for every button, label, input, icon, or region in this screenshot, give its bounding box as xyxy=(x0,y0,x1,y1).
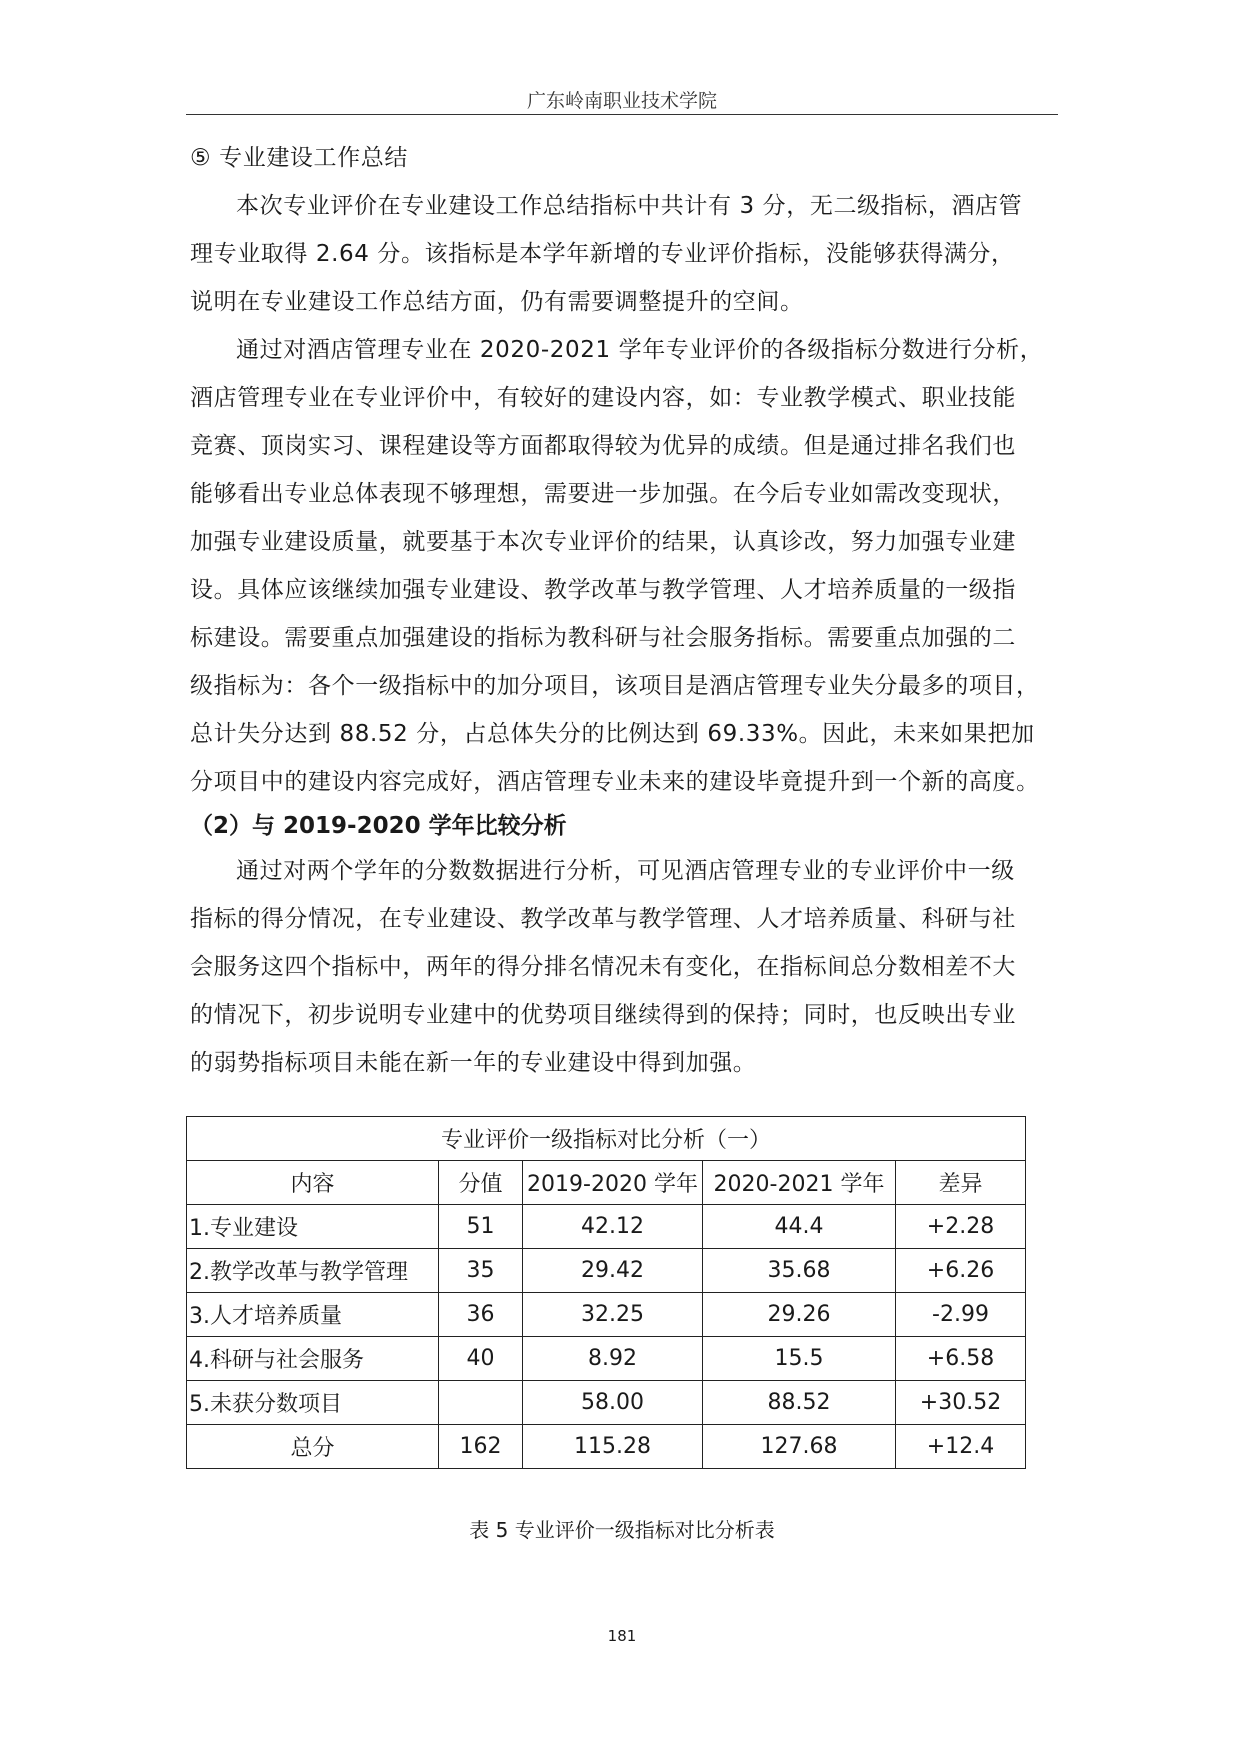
table-cell: 115.28 xyxy=(523,1425,703,1469)
paragraph-line: 的弱势指标项目未能在新一年的专业建设中得到加强。 xyxy=(190,1050,757,1076)
paragraph-line: 通过对酒店管理专业在 2020-2021 学年专业评价的各级指标分数进行分析， xyxy=(236,337,1044,363)
paragraph-line: 理专业取得 2.64 分。该指标是本学年新增的专业评价指标，没能够获得满分， xyxy=(190,241,1015,267)
table-cell: -2.99 xyxy=(896,1293,1026,1337)
comparison-table xyxy=(186,1116,1026,1469)
document-body xyxy=(190,134,1056,1087)
table-cell: +6.58 xyxy=(896,1337,1026,1381)
page-number: 181 xyxy=(607,1627,637,1645)
paragraph-line: 加强专业建设质量，就要基于本次专业评价的结果，认真诊改，努力加强专业建 xyxy=(190,529,1016,555)
paragraph-line: 分项目中的建设内容完成好，酒店管理专业未来的建设毕竟提升到一个新的高度。 xyxy=(190,769,1040,795)
table-row xyxy=(187,1337,1026,1381)
table-cell: 35.68 xyxy=(703,1249,896,1293)
paragraph-line: 酒店管理专业在专业评价中，有较好的建设内容，如：专业教学模式、职业技能 xyxy=(190,385,1016,411)
paragraph-line: 本次专业评价在专业建设工作总结指标中共计有 3 分，无二级指标，酒店管 xyxy=(236,193,1023,219)
table-cell: 44.4 xyxy=(703,1205,896,1249)
table-cell: 42.12 xyxy=(523,1205,703,1249)
table-cell: 40 xyxy=(439,1337,523,1381)
table-caption: 表 5 专业评价一级指标对比分析表 xyxy=(469,1518,775,1542)
paragraph-line: 指标的得分情况，在专业建设、教学改革与教学管理、人才培养质量、科研与社 xyxy=(190,906,1016,932)
table-row xyxy=(187,1293,1026,1337)
table-row xyxy=(187,1381,1026,1425)
table-header-cell: 差异 xyxy=(896,1161,1026,1205)
table-cell: 58.00 xyxy=(523,1381,703,1425)
table-total-row xyxy=(187,1425,1026,1469)
paragraph-line: 会服务这四个指标中，两年的得分排名情况未有变化，在指标间总分数相差不大 xyxy=(190,954,1016,980)
paragraph-line: 能够看出专业总体表现不够理想，需要进一步加强。在今后专业如需改变现状， xyxy=(190,481,1016,507)
table-cell: 1.专业建设 xyxy=(187,1205,439,1249)
table-header-cell: 2019-2020 学年 xyxy=(523,1161,703,1205)
table-row xyxy=(187,1249,1026,1293)
paragraph-line: 总计失分达到 88.52 分，占总体失分的比例达到 69.33%。因此，未来如果把加 xyxy=(190,721,1035,747)
table-cell: 8.92 xyxy=(523,1337,703,1381)
table-title: 专业评价一级指标对比分析（一） xyxy=(187,1117,1026,1161)
section-heading: ⑤ 专业建设工作总结 xyxy=(190,145,408,171)
page-header-title: 广东岭南职业技术学院 xyxy=(526,90,717,112)
table-header-cell: 分值 xyxy=(439,1161,523,1205)
table-cell: 127.68 xyxy=(703,1425,896,1469)
table-cell: +6.26 xyxy=(896,1249,1026,1293)
table-cell: 88.52 xyxy=(703,1381,896,1425)
table-cell: 5.未获分数项目 xyxy=(187,1381,439,1425)
table-header-cell: 2020-2021 学年 xyxy=(703,1161,896,1205)
paragraph-line: 标建设。需要重点加强建设的指标为教科研与社会服务指标。需要重点加强的二 xyxy=(190,625,1016,651)
table-row xyxy=(187,1205,1026,1249)
table-cell: 29.26 xyxy=(703,1293,896,1337)
subsection-heading: （2）与 2019-2020 学年比较分析 xyxy=(190,813,567,839)
paragraph-line: 通过对两个学年的分数数据进行分析，可见酒店管理专业的专业评价中一级 xyxy=(236,858,1015,884)
paragraph-line: 的情况下，初步说明专业建中的优势项目继续得到的保持；同时，也反映出专业 xyxy=(190,1002,1016,1028)
table-cell: +30.52 xyxy=(896,1381,1026,1425)
table-cell: 162 xyxy=(439,1425,523,1469)
table-cell: 15.5 xyxy=(703,1337,896,1381)
paragraph-line: 设。具体应该继续加强专业建设、教学改革与教学管理、人才培养质量的一级指 xyxy=(190,577,1016,603)
table-cell: 3.人才培养质量 xyxy=(187,1293,439,1337)
paragraph-line: 级指标为：各个一级指标中的加分项目，该项目是酒店管理专业失分最多的项目， xyxy=(190,673,1040,699)
table-header-row xyxy=(187,1161,1026,1205)
table-cell: +2.28 xyxy=(896,1205,1026,1249)
table-cell: 2.教学改革与教学管理 xyxy=(187,1249,439,1293)
table-header-cell: 内容 xyxy=(187,1161,439,1205)
table-cell: 29.42 xyxy=(523,1249,703,1293)
header-divider xyxy=(186,114,1058,115)
table-cell: +12.4 xyxy=(896,1425,1026,1469)
table-cell: 36 xyxy=(439,1293,523,1337)
table-cell: 4.科研与社会服务 xyxy=(187,1337,439,1381)
table-cell: 总分 xyxy=(187,1425,439,1469)
table-cell: 35 xyxy=(439,1249,523,1293)
paragraph-line: 竞赛、顶岗实习、课程建设等方面都取得较为优异的成绩。但是通过排名我们也 xyxy=(190,433,1016,459)
table-cell xyxy=(439,1381,523,1425)
table-cell: 51 xyxy=(439,1205,523,1249)
table-cell: 32.25 xyxy=(523,1293,703,1337)
paragraph-line: 说明在专业建设工作总结方面，仍有需要调整提升的空间。 xyxy=(190,289,804,315)
